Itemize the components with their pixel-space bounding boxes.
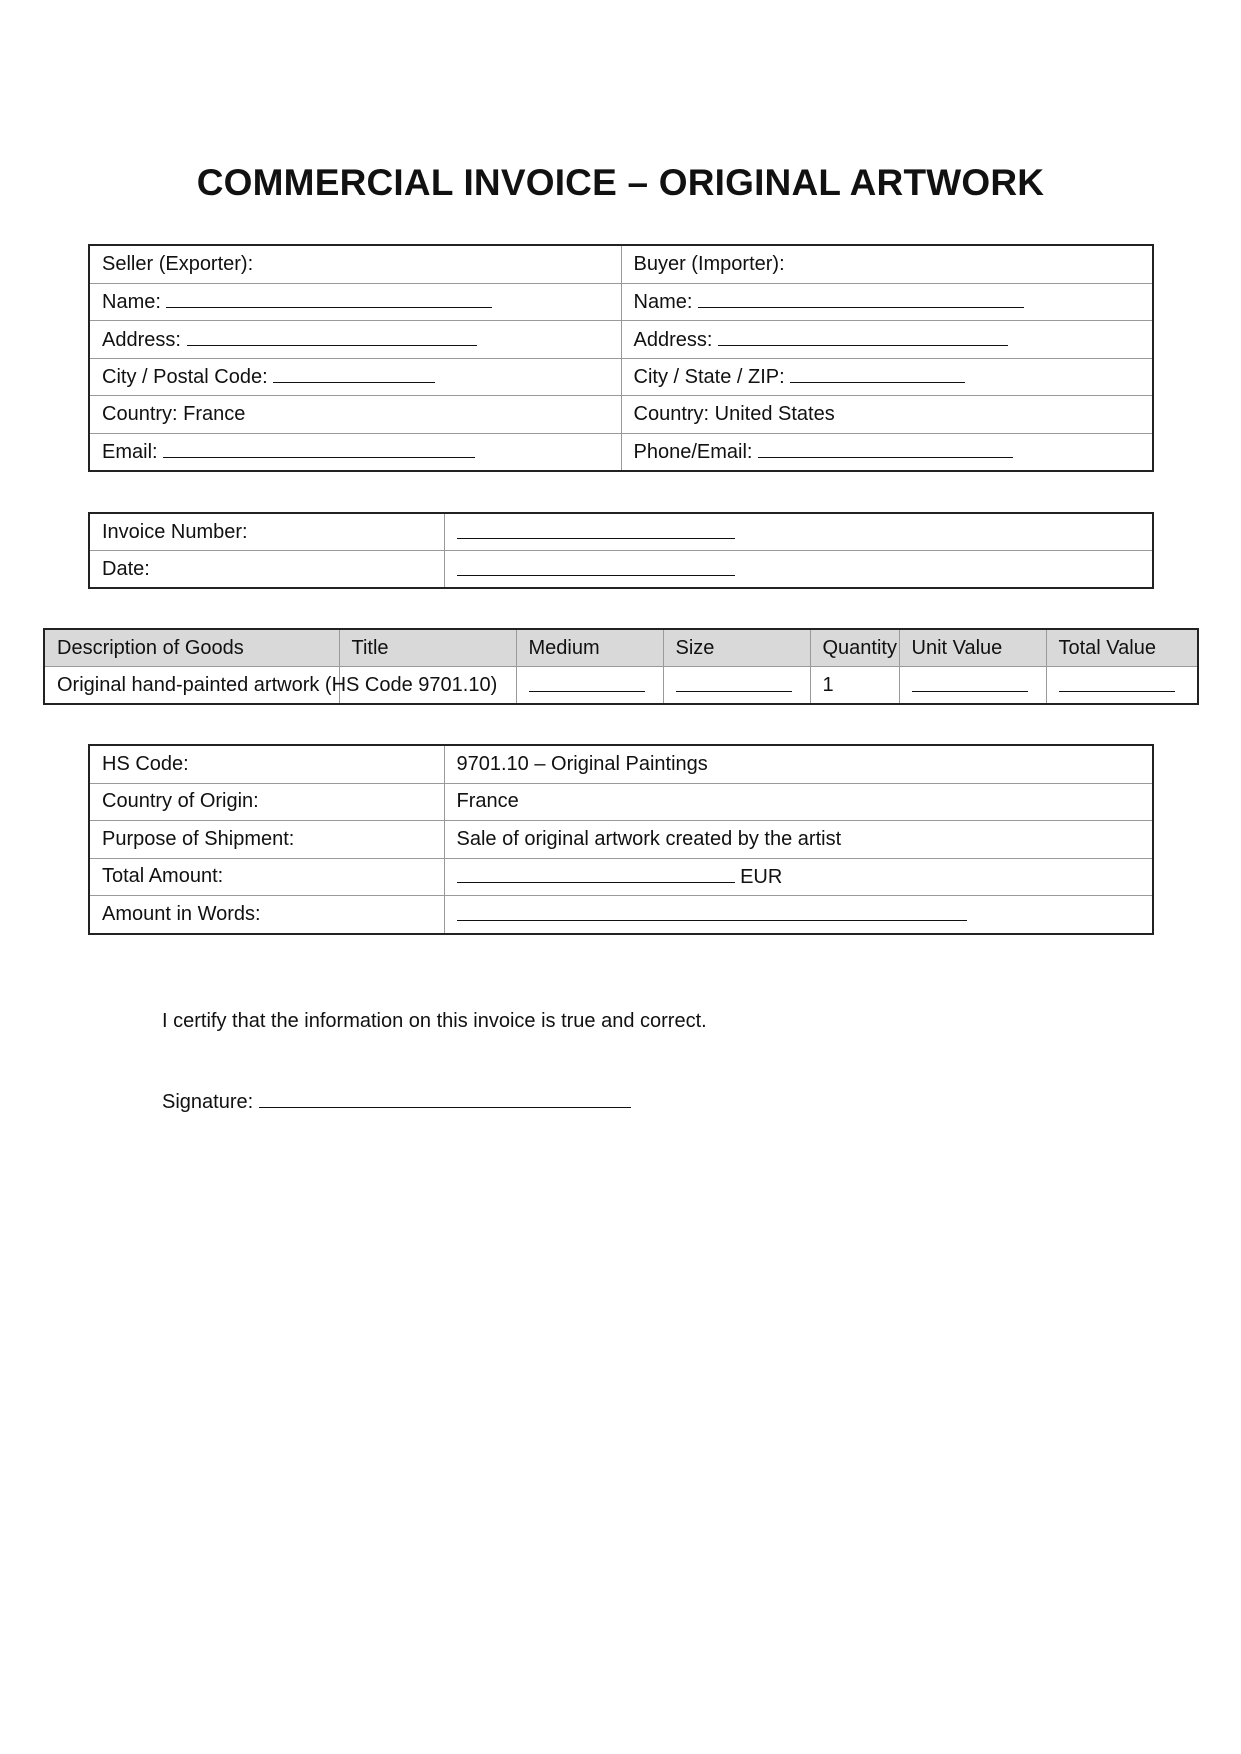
total-amount-cell bbox=[444, 858, 1153, 896]
hs-code-label: HS Code: bbox=[89, 745, 444, 783]
total-amount-field[interactable] bbox=[457, 864, 735, 883]
buyer-phone-label: Phone/Email: bbox=[633, 441, 753, 464]
buyer-city-label: City / State / ZIP: bbox=[633, 366, 785, 389]
goods-unit-value-cell bbox=[899, 667, 1046, 705]
seller-email-label: Email: bbox=[102, 441, 158, 464]
goods-description: Original hand-painted artwork (HS Code 9701.10) bbox=[57, 673, 498, 696]
amount-words-label: Amount in Words: bbox=[89, 896, 444, 934]
invoice-number-cell bbox=[444, 513, 1153, 551]
goods-description-cell bbox=[44, 667, 498, 705]
signature-line bbox=[162, 1089, 631, 1114]
seller-name-field[interactable] bbox=[166, 289, 492, 308]
purpose-value: Sale of original artwork created by the artist bbox=[444, 821, 1153, 859]
origin-value: France bbox=[444, 783, 1153, 821]
invoice-date-cell bbox=[444, 551, 1153, 589]
signature-label: Signature: bbox=[162, 1091, 254, 1113]
goods-total-value-field[interactable] bbox=[1059, 673, 1175, 692]
seller-name-label: Name: bbox=[102, 291, 161, 314]
goods-medium-field[interactable] bbox=[529, 673, 645, 692]
invoice-number-label: Invoice Number: bbox=[89, 513, 444, 551]
buyer-phone-cell bbox=[621, 433, 1153, 471]
total-amount-label: Total Amount: bbox=[89, 858, 444, 896]
amount-words-field[interactable] bbox=[457, 902, 967, 921]
goods-size-field[interactable] bbox=[676, 673, 792, 692]
buyer-address-field[interactable] bbox=[718, 327, 1008, 346]
goods-table bbox=[43, 628, 1199, 705]
buyer-name-field[interactable] bbox=[698, 289, 1024, 308]
seller-address-field[interactable] bbox=[187, 327, 477, 346]
buyer-city-field[interactable] bbox=[790, 364, 965, 383]
certification-statement: I certify that the information on this invoice is true and correct. bbox=[162, 1010, 707, 1032]
buyer-name-cell bbox=[621, 283, 1153, 321]
header-medium: Medium bbox=[516, 629, 663, 667]
goods-unit-value-field[interactable] bbox=[912, 673, 1028, 692]
buyer-heading: Buyer (Importer): bbox=[621, 245, 1153, 283]
invoice-info-table bbox=[88, 512, 1154, 589]
goods-total-value-cell bbox=[1046, 667, 1198, 705]
seller-heading: Seller (Exporter): bbox=[89, 245, 621, 283]
goods-medium-cell bbox=[516, 667, 663, 705]
header-description: Description of Goods bbox=[44, 629, 339, 667]
goods-quantity: 1 bbox=[810, 667, 899, 705]
signature-field[interactable] bbox=[259, 1089, 631, 1108]
buyer-phone-field[interactable] bbox=[758, 439, 1013, 458]
invoice-date-field[interactable] bbox=[457, 557, 735, 576]
buyer-country: Country: United States bbox=[621, 396, 1153, 434]
purpose-label: Purpose of Shipment: bbox=[89, 821, 444, 859]
hs-code-value: 9701.10 – Original Paintings bbox=[444, 745, 1153, 783]
buyer-name-label: Name: bbox=[633, 291, 693, 314]
header-size: Size bbox=[663, 629, 810, 667]
goods-size-cell bbox=[663, 667, 810, 705]
seller-name-cell bbox=[89, 283, 621, 321]
invoice-date-label: Date: bbox=[89, 551, 444, 589]
table-row bbox=[44, 667, 1198, 705]
seller-city-label: City / Postal Code: bbox=[102, 366, 268, 389]
header-unit-value: Unit Value bbox=[899, 629, 1046, 667]
header-title: Title bbox=[339, 629, 516, 667]
invoice-number-field[interactable] bbox=[457, 520, 735, 539]
buyer-address-cell bbox=[621, 321, 1153, 359]
seller-city-field[interactable] bbox=[273, 364, 435, 383]
parties-table bbox=[88, 244, 1154, 472]
seller-country: Country: France bbox=[89, 396, 621, 434]
seller-email-cell bbox=[89, 433, 621, 471]
document-title: COMMERCIAL INVOICE – ORIGINAL ARTWORK bbox=[196, 162, 1045, 203]
seller-address-cell bbox=[89, 321, 621, 359]
amount-words-cell bbox=[444, 896, 1153, 934]
buyer-city-cell bbox=[621, 358, 1153, 396]
seller-address-label: Address: bbox=[102, 328, 181, 351]
total-currency: EUR bbox=[740, 866, 783, 889]
header-quantity: Quantity bbox=[810, 629, 899, 667]
seller-city-cell bbox=[89, 358, 621, 396]
buyer-address-label: Address: bbox=[633, 328, 713, 351]
seller-email-field[interactable] bbox=[163, 439, 475, 458]
origin-label: Country of Origin: bbox=[89, 783, 444, 821]
header-total-value: Total Value bbox=[1046, 629, 1198, 667]
details-table bbox=[88, 744, 1154, 935]
goods-header-row bbox=[44, 629, 1198, 667]
